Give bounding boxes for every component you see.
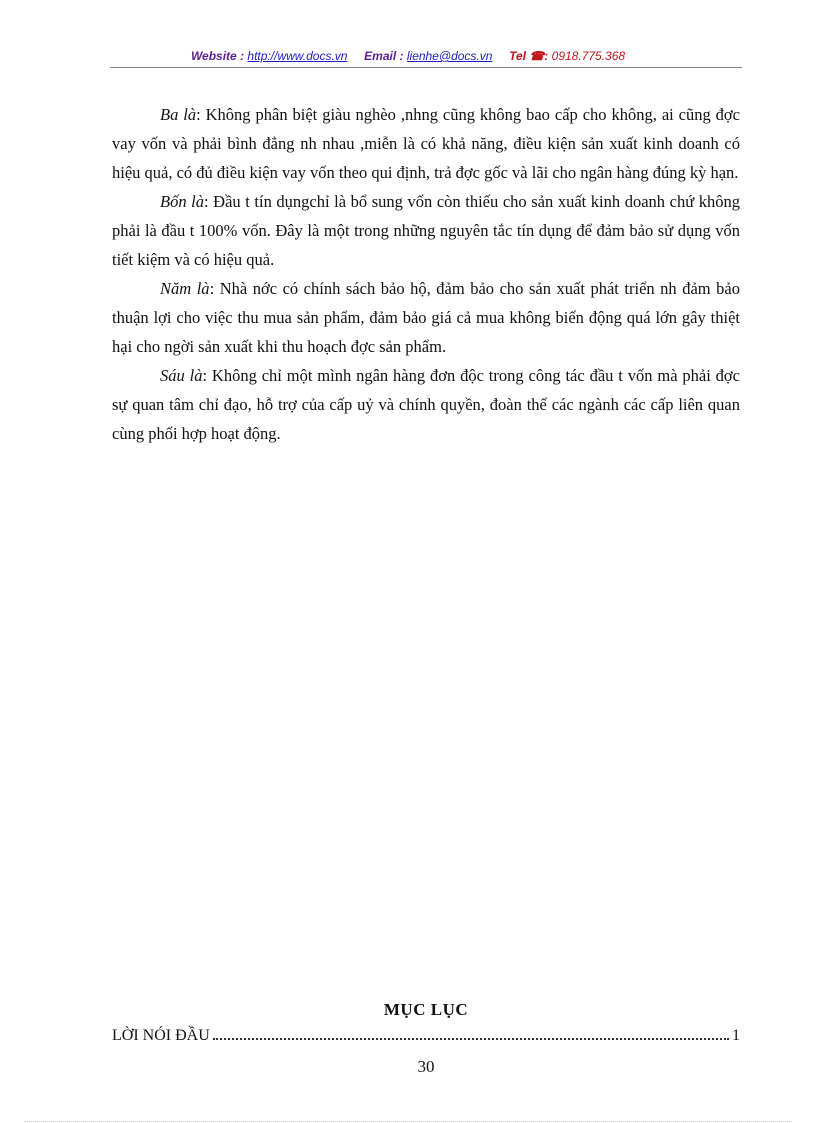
tel-value: 0918.775.368: [551, 49, 626, 63]
page-header: Website : http://www.docs.vn Email : lienhe@docs.vn Tel ☎: 0918.775.368: [190, 49, 626, 63]
paragraph: [112, 187, 740, 274]
website-link[interactable]: http://www.docs.vn: [247, 49, 348, 63]
toc-title: MỤC LỤC: [383, 1000, 469, 1019]
paragraph-text: : Không chỉ một mình ngân hàng đơn độc trong công tác đầu t vốn mà phải đợc sự quan tâm chỉ đạo, hỗ trợ của cấp uỷ và chính quyền, đoàn thể các ngành các cấp liên quan cùng phối hợp hoạt động.: [112, 366, 740, 443]
paragraph: [112, 361, 740, 448]
paragraph-text: : Không phân biệt giàu nghèo ,nhng cũng không bao cấp cho không, ai cũng đợc vay vốn và phải bình đẳng nh nhau ,miễn là có khả năng, điều kiện sản xuất kinh doanh có hiệu quả, có đủ điều kiện vay vốn theo qui định, trả đợc gốc và lãi cho ngân hàng đúng kỳ hạn.: [112, 105, 740, 182]
paragraph: [112, 274, 740, 361]
header-divider: [110, 67, 742, 68]
paragraph-lead: Năm là: [160, 279, 210, 298]
paragraph-text: : Đầu t tín dụngchỉ là bổ sung vốn còn thiếu cho sản xuất kinh doanh chứ không phải là đầu t 100% vốn. Đây là một trong những nguyên tắc tín dụng để đảm bảo sử dụng vốn tiết kiệm và có hiệu quả.: [112, 192, 740, 269]
paragraph: [112, 100, 740, 187]
toc-entry-title: LỜI NÓI ĐẦU: [112, 1027, 210, 1044]
footer-divider: [24, 1121, 792, 1122]
website-label: Website: [190, 49, 237, 63]
toc-leader-dots: [213, 1038, 729, 1040]
email-link[interactable]: lienhe@docs.vn: [406, 49, 493, 63]
toc-entry[interactable]: [112, 1023, 740, 1045]
paragraph-lead: Bốn là: [160, 192, 204, 211]
tel-label: Tel ☎:: [509, 49, 549, 63]
email-label: Email: [364, 49, 397, 63]
toc-entry-page: 1: [732, 1027, 740, 1044]
page-number: 30: [417, 1057, 435, 1076]
paragraph-text: : Nhà nớc có chính sách bảo hộ, đảm bảo cho sản xuất phát triển nh đảm bảo thuận lợi cho việc thu mua sản phẩm, đảm bảo giá cả mua không biến động quá lớn gây thiệt hại cho ngời sản xuất khi thu hoạch đợc sản phẩm.: [112, 279, 741, 356]
paragraph-lead: Ba là: [160, 105, 197, 124]
body-text: [112, 100, 740, 448]
paragraph-lead: Sáu là: [160, 366, 203, 385]
